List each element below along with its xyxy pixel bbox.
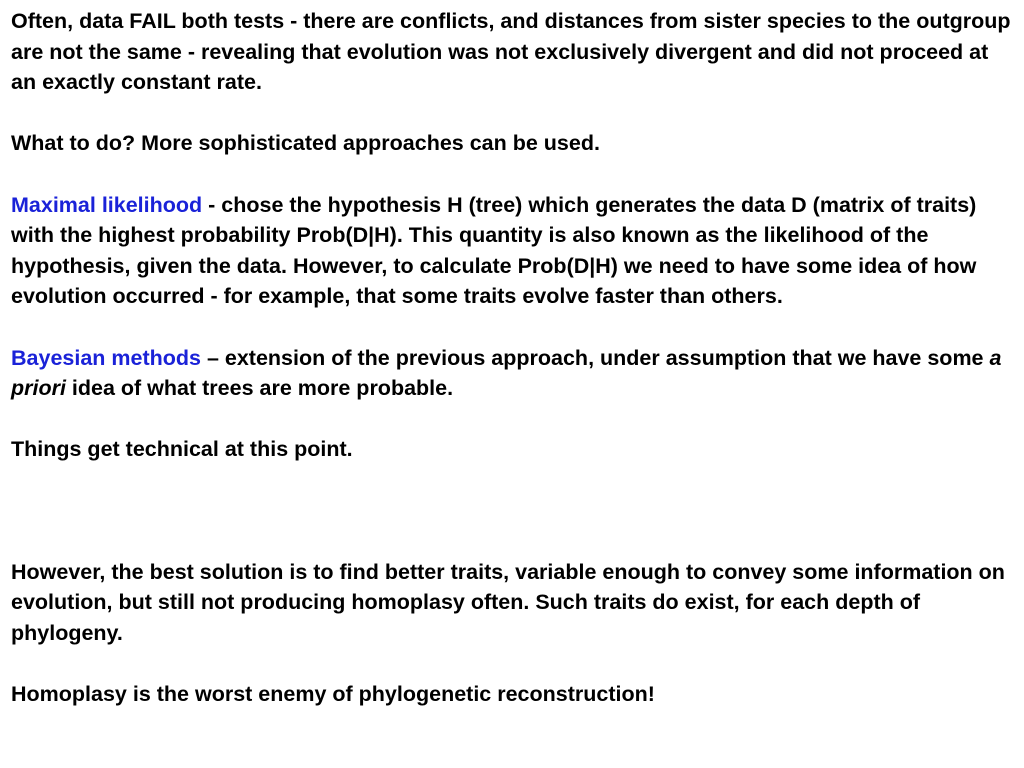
- paragraph-homoplasy-text: Homoplasy is the worst enemy of phylogenetic reconstruction!: [11, 682, 655, 707]
- bayesian-methods-text-2: idea of what trees are more probable.: [65, 376, 454, 401]
- spacer-large: [11, 465, 1017, 557]
- maximal-likelihood-text: - chose the hypothesis H (tree) which generates the data D (matrix of traits) with the highest probability Prob(D|H). This quantity is also known as the likelihood of the hypothesis, given the data. However, to calculate Prob(D|H) we need to have some idea of how evolution occurred - for example, that some traits evolve faster than others.: [11, 192, 977, 309]
- a-priori-italic: a priori: [11, 345, 1002, 401]
- paragraph-best-solution-text: However, the best solution is to find better traits, variable enough to convey some information on evolution, but still not producing homoplasy often. Such traits do exist, for each depth of phylogeny.: [11, 559, 1005, 645]
- paragraph-things-technical-text: Things get technical at this point.: [11, 437, 353, 462]
- spacer: [11, 159, 1017, 190]
- slide-content: [11, 6, 1017, 710]
- maximal-likelihood-term: Maximal likelihood: [11, 192, 203, 217]
- bayesian-methods-text-1: – extension of the previous approach, under assumption that we have some: [200, 345, 990, 370]
- paragraph-what-to-do-text: What to do? More sophisticated approaches can be used.: [11, 131, 600, 156]
- spacer: [11, 312, 1017, 343]
- paragraph-data-fail-text: Often, data FAIL both tests - there are conflicts, and distances from sister species to the outgroup are not the same - revealing that evolution was not exclusively divergent and did not proceed at an exactly constant rate.: [11, 9, 1011, 95]
- paragraph-homoplasy: [11, 679, 1017, 710]
- paragraph-maximal-likelihood: [11, 190, 1017, 312]
- spacer: [11, 648, 1017, 679]
- paragraph-things-technical: [11, 434, 1017, 465]
- spacer: [11, 98, 1017, 129]
- bayesian-methods-term: Bayesian methods: [11, 345, 201, 370]
- paragraph-what-to-do: [11, 128, 1017, 159]
- paragraph-data-fail: [11, 6, 1017, 98]
- paragraph-bayesian-methods: [11, 343, 1017, 404]
- paragraph-best-solution: [11, 557, 1017, 649]
- spacer: [11, 404, 1017, 435]
